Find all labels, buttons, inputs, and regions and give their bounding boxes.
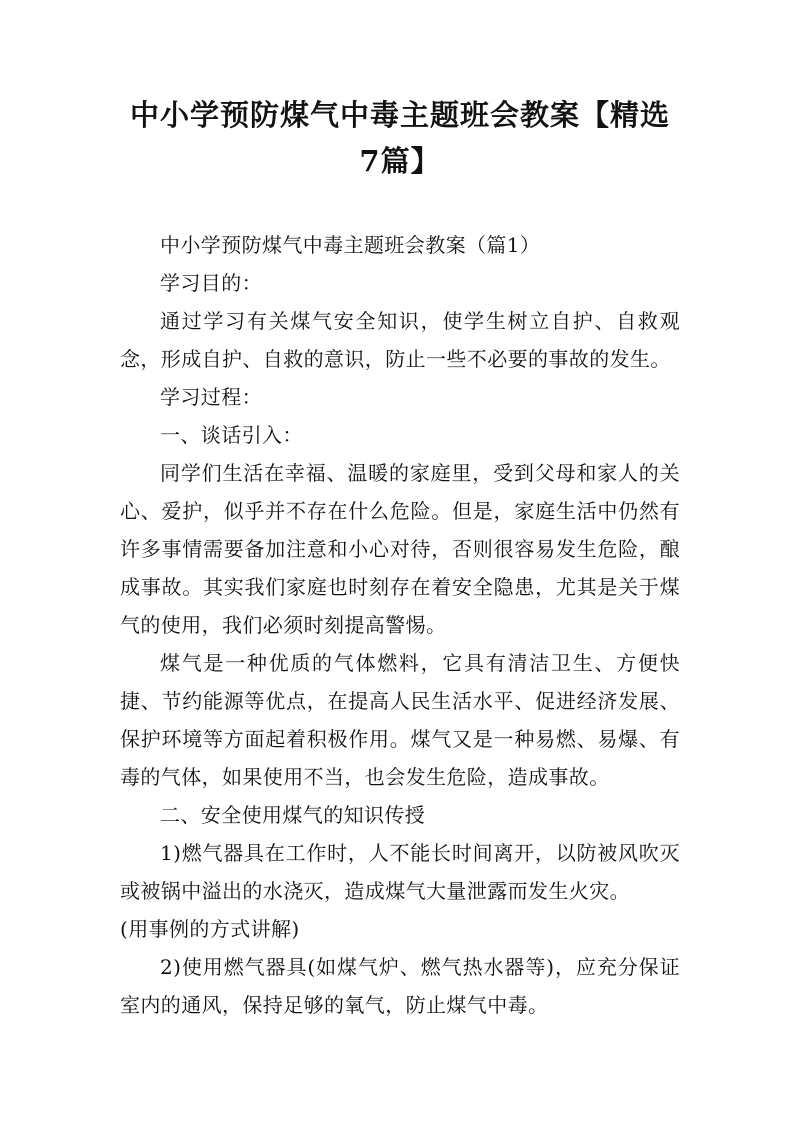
subheading-introduction: 一、谈话引入： [160, 423, 303, 447]
subheading-objective: 学习目的： [160, 271, 262, 295]
section-heading: 中小学预防煤气中毒主题班会教案（篇1） [160, 233, 541, 257]
subheading-process: 学习过程： [160, 385, 262, 409]
paragraph-objective: 通过学习有关煤气安全知识，使学生树立自护、自救观念，形成自护、自救的意识，防止一些不必要的事故的发生。 [120, 309, 680, 371]
list-item-1-note: (用事例的方式讲解) [120, 917, 300, 941]
document-title: 中小学预防煤气中毒主题班会教案【精选7篇】 [129, 98, 670, 178]
list-item-2: 2)使用燃气器具(如煤气炉、燃气热水器等)，应充分保证室内的通风，保持足够的氧气，防止煤气中毒。 [120, 955, 680, 1017]
subheading-safety-knowledge: 二、安全使用煤气的知识传授 [160, 803, 426, 827]
paragraph-introduction: 同学们生活在幸福、温暖的家庭里，受到父母和家人的关心、爱护，似乎并不存在什么危险。但是，家庭生活中仍然有许多事情需要备加注意和小心对待，否则很容易发生危险，酿成事故。其实我们家庭也时刻存在着安全隐患，尤其是关于煤气的使用，我们必须时刻提高警惕。 [120, 461, 680, 637]
paragraph-gas-description: 煤气是一种优质的气体燃料，它具有清洁卫生、方便快捷、节约能源等优点，在提高人民生活水平、促进经济发展、保护环境等方面起着积极作用。煤气又是一种易燃、易爆、有毒的气体，如果使用不当，也会发生危险，造成事故。 [120, 651, 680, 789]
list-item-1: 1)燃气器具在工作时，人不能长时间离开，以防被风吹灭或被锅中溢出的水浇灭，造成煤气大量泄露而发生火灾。 [120, 841, 680, 903]
document-body [120, 226, 680, 1024]
